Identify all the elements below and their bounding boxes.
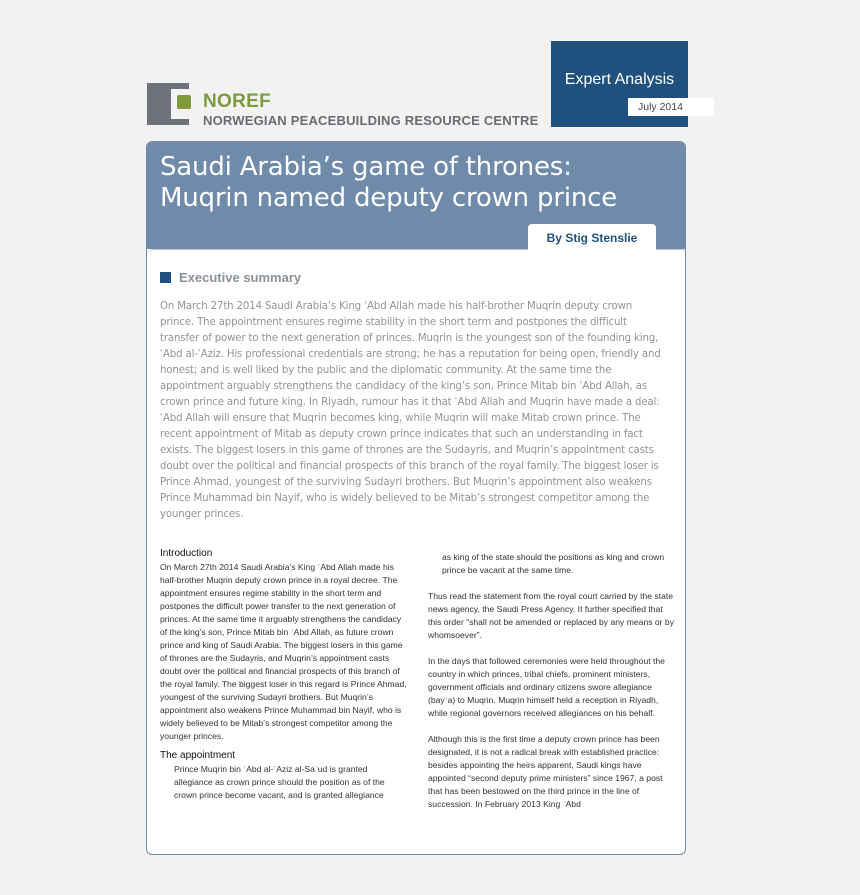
left-column: [160, 547, 407, 815]
title-line-1: Saudi Arabia’s game of thrones:: [160, 152, 572, 182]
appointment-heading: The appointment: [160, 750, 236, 761]
executive-summary-heading: [160, 270, 301, 285]
royal-decree-quote-start: Prince Muqrin bin ʿAbd al-ʿAziz al-Saʿud is granted allegiance as crown prince should the position as of the crown prince become vacant, and is granted allegiance: [174, 764, 385, 800]
article-card: [146, 141, 686, 855]
logo-full-name: NORWEGIAN PEACEBUILDING RESOURCE CENTRE: [203, 113, 539, 128]
publication-type-label: Expert Analysis: [564, 71, 675, 88]
paragraph-ceremonies: In the days that followed ceremonies were held throughout the country in which princes, tribal chiefs, prominent ministers, government officials and ordinary citizens swore allegiance (bayʿa) to Muqrin. Muqrin himself held a reception in Riyadh, while regional governors received allegiances on his behalf.: [428, 656, 665, 718]
paragraph-royal-court: Thus read the statement from the royal court carried by the state news agency, the Saudi Press Agency. It further specified that this order “shall not be amended or replaced by any means or by whomsoever”.: [428, 591, 675, 640]
page-title: [160, 152, 670, 214]
royal-decree-quote-end: as king of the state should the positions as king and crown prince be vacant at the same time.: [442, 552, 665, 575]
executive-summary-title: Executive summary: [179, 270, 302, 285]
executive-summary-text: On March 27th 2014 Saudi Arabia’s King ʿAbd Allah made his half-brother Muqrin deputy crown prince. The appointment ensures regime stability in the short term and postpones the difficult transfer of power to the next generation of princes. Muqrin is the youngest son of the founding king, ʿAbd al-ʿAziz. His professional credentials are strong; he has a reputation for being open, friendly and honest; and is well liked by the public and the diplomatic community. At the same time the appointment arguably strengthens the candidacy of the king’s son, Prince Mitab bin ʿAbd Allah, as crown prince and future king. In Riyadh, rumour has it that ʿAbd Allah and Muqrin have made a deal: ʿAbd Allah will ensure that Muqrin becomes king, while Muqrin will make Mitab crown prince. The recent appointment of Mitab as deputy crown prince indicates that such an understanding in fact exists. The biggest losers in this game of thrones are the Sudayris, and Muqrin’s appointment casts doubt over the political and financial prospects of this branch of the royal family. The biggest loser is Prince Ahmad, youngest of the surviving Sudayri brothers. But Muqrin’s appointment also weakens Prince Muhammad bin Nayif, who is widely believed to be Mitab’s strongest competitor among the younger princes.: [160, 301, 661, 520]
title-line-2: Muqrin named deputy crown prince: [160, 183, 618, 213]
square-bullet-icon: [160, 272, 171, 283]
paragraph-deputy-precedent: Although this is the first time a deputy crown prince has been designated, it is not a radical break with established practice: besides appointing the heirs apparent, Saudi kings have appointed “second deputy prime ministers” since 1967, a post that has been bestowed on the third prince in the line of succession. In February 2013 King ʿAbd: [428, 734, 663, 809]
introduction-paragraph: On March 27th 2014 Saudi Arabia’s King ʿAbd Allah made his half-brother Muqrin deputy crown prince in a royal decree. The appointment ensures regime stability in the short term and postpones the difficult power transfer to the next generation of princes. At the same time it arguably strengthens the candidacy of the king’s son, Prince Mitab bin ʿAbd Allah, as future crown prince and king of Saudi Arabia. The biggest losers in this game of thrones are the Sudayris, and Muqrin’s appointment casts doubt over the political and financial prospects of this branch of the royal family. The biggest loser in this regard is Prince Ahmad, youngest of the surviving Sudayri brothers. But Muqrin’s appointment also weakens Prince Muhammad bin Nayif, who is widely believed to be Mitab’s strongest competitor among the younger princes.: [160, 562, 407, 741]
publication-date: July 2014: [628, 98, 714, 116]
introduction-heading: Introduction: [160, 548, 213, 559]
noref-logo[interactable]: [147, 83, 538, 129]
logo-short-name: NOREF: [203, 91, 271, 112]
author-byline: By Stig Stenslie: [528, 224, 656, 251]
right-column: [428, 551, 677, 824]
noref-logo-mark: [147, 83, 189, 125]
